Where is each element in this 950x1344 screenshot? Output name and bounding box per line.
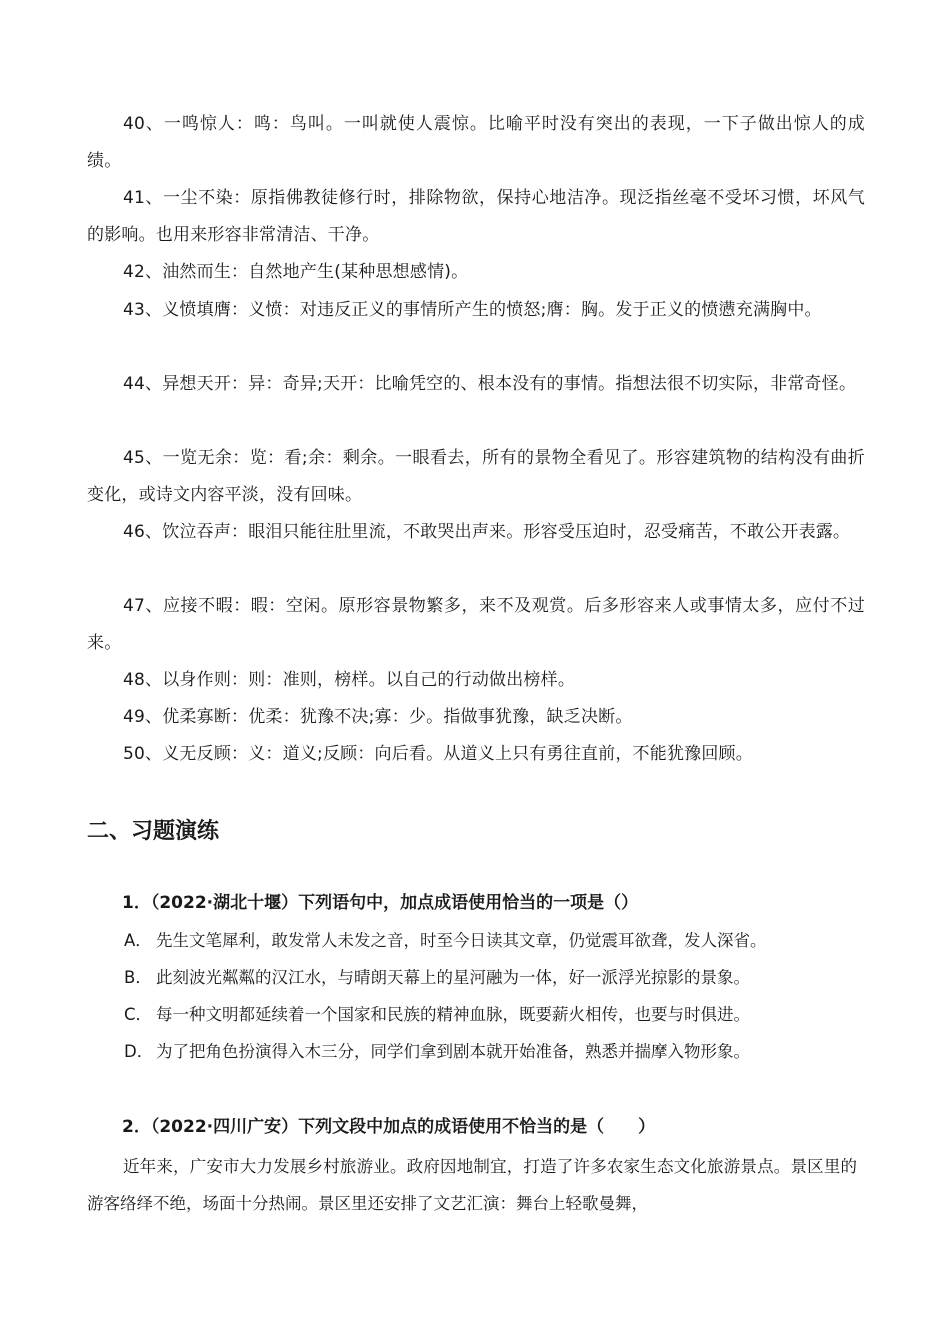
question-2-passage: 近年来，广安市大力发展乡村旅游业。政府因地制宜，打造了许多农家生态文化旅游景点。景区里的游客络绎不绝，场面十分热闹。景区里还安排了文艺汇演：舞台上轻歌曼舞， [87,1157,857,1213]
question-1-option-b[interactable] [124,961,750,995]
option-letter: D． [124,1042,154,1061]
idiom-entry-44: 44、异想天开：异：奇异;天开：比喻凭空的、根本没有的事情。指想法很不切实际，非常奇怪。 [123,374,857,394]
section-title: 二、习题演练 [87,819,220,844]
idiom-entry-42: 42、油然而生：自然地产生(某种思想感情)。 [123,262,469,282]
idiom-entry-45: 45、一览无余：览：看;余：剩余。一眼看去，所有的景物全看见了。形容建筑物的结构没有曲折变化，或诗文内容平淡，没有回味。 [87,448,865,505]
question-2-title: 2．（2022·四川广安）下列文段中加点的成语使用不恰当的是（ ） [122,1117,656,1137]
question-1-option-d[interactable] [124,1035,750,1069]
idiom-entry-43: 43、义愤填膺：义愤：对违反正义的事情所产生的愤怒;膺：胸。发于正义的愤懑充满胸中。 [123,300,822,320]
idiom-entry-50: 50、义无反顾：义：道义;反顾：向后看。从道义上只有勇往直前，不能犹豫回顾。 [123,744,753,764]
question-1-option-a[interactable] [124,924,767,958]
question-1-title: 1．（2022·湖北十堰）下列语句中，加点成语使用恰当的一项是（） [122,893,639,913]
option-text: 每一种文明都延续着一个国家和民族的精神血脉，既要薪火相传，也要与时俱进。 [156,1005,750,1024]
idiom-entry-48: 48、以身作则：则：准则，榜样。以自己的行动做出榜样。 [123,670,576,690]
idiom-entry-41: 41、一尘不染：原指佛教徒修行时，排除物欲，保持心地洁净。现泛指丝毫不受坏习惯，坏风气的影响。也用来形容非常清洁、干净。 [87,188,865,245]
option-letter: A． [124,931,152,950]
option-letter: B． [124,968,152,987]
option-letter: C． [124,1005,153,1024]
idiom-entry-49: 49、优柔寡断：优柔：犹豫不决;寡：少。指做事犹豫，缺乏决断。 [123,707,633,727]
idiom-entry-40: 40、一鸣惊人：鸣：鸟叫。一叫就使人震惊。比喻平时没有突出的表现，一下子做出惊人的成绩。 [87,114,865,171]
option-text: 先生文笔犀利，敢发常人未发之音，时至今日读其文章，仍觉震耳欲聋，发人深省。 [156,931,767,950]
idiom-entry-46: 46、饮泣吞声：眼泪只能往肚里流，不敢哭出声来。形容受压迫时，忍受痛苦，不敢公开表露。 [123,522,851,542]
option-text: 此刻波光粼粼的汉江水，与晴朗天幕上的星河融为一体，好一派浮光掠影的景象。 [156,968,750,987]
question-1-option-c[interactable] [124,998,750,1032]
idiom-entry-47: 47、应接不暇：暇：空闲。原形容景物繁多，来不及观赏。后多形容来人或事情太多，应付不过来。 [87,596,865,653]
option-text: 为了把角色扮演得入木三分，同学们拿到剧本就开始准备，熟悉并揣摩入物形象。 [156,1042,750,1061]
